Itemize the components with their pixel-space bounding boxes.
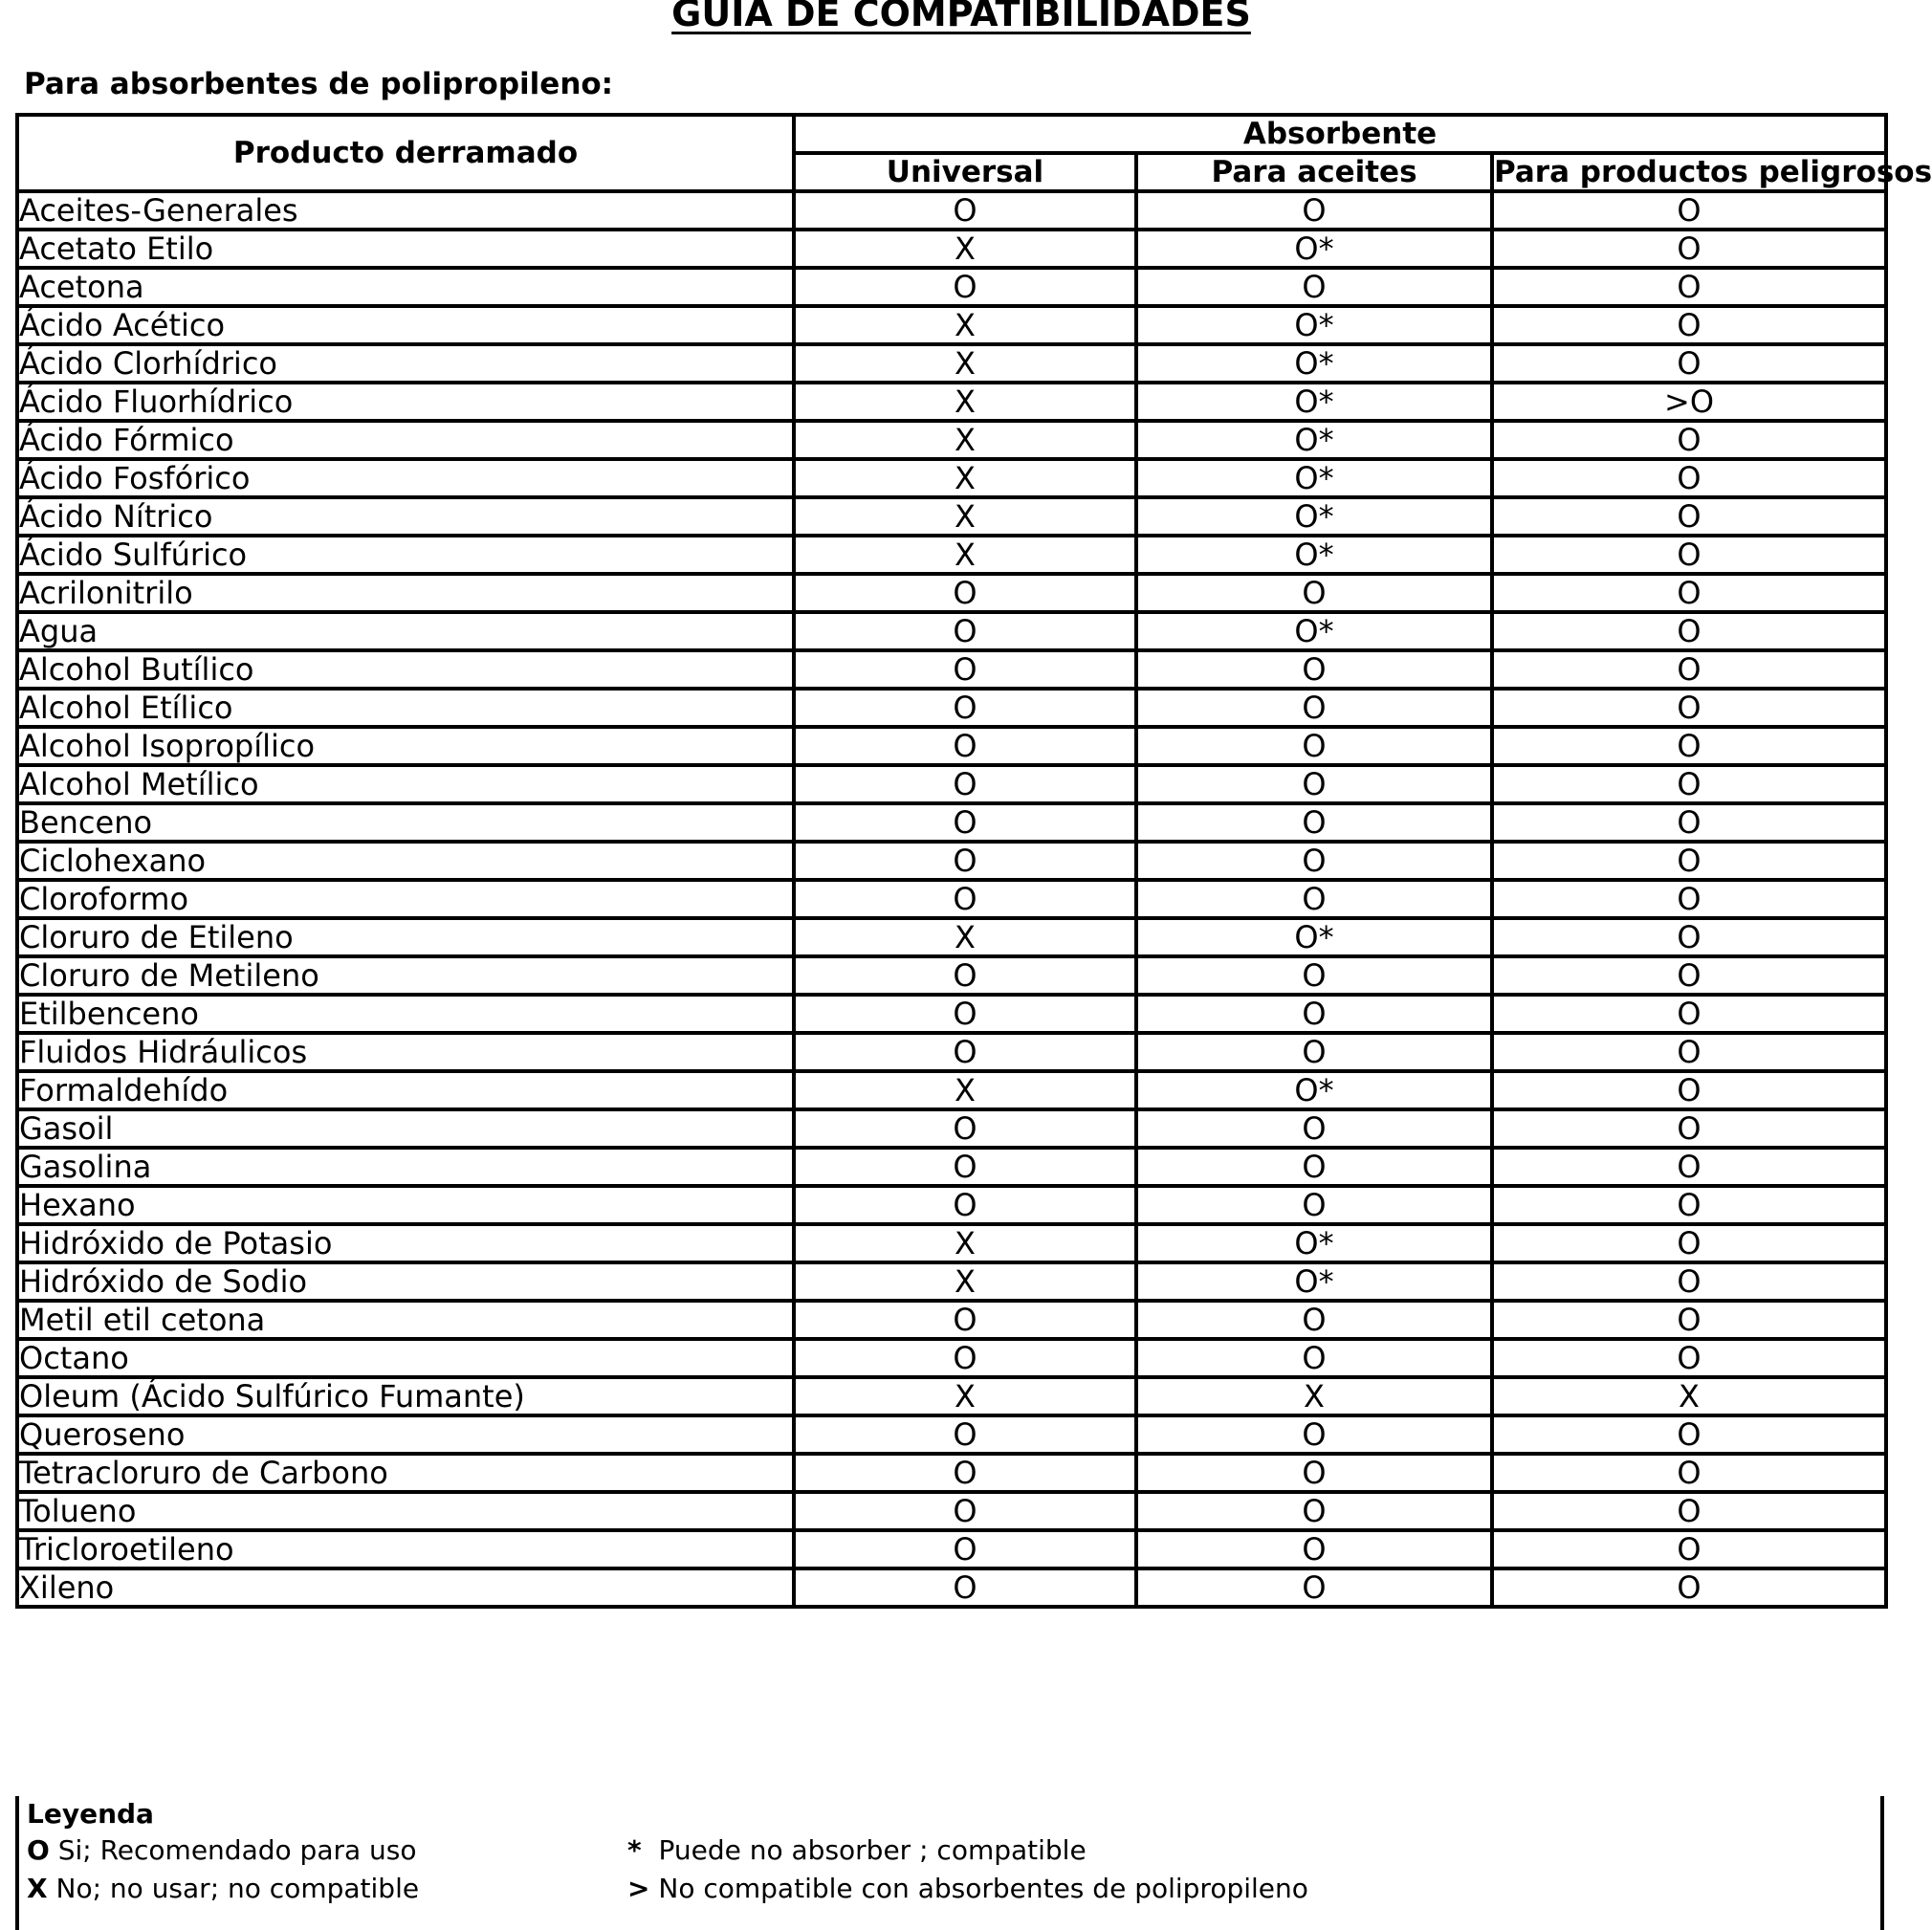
compatibility-cell-universal: O	[794, 268, 1136, 306]
compatibility-cell-peligrosos: O	[1492, 1148, 1886, 1186]
table-row	[17, 383, 1886, 421]
product-name-cell: Hidróxido de Potasio	[17, 1224, 794, 1262]
compatibility-cell-aceites: O	[1136, 1109, 1492, 1148]
compatibility-cell-aceites: O*	[1136, 536, 1492, 574]
legend-symbol-star: *	[627, 1834, 642, 1866]
compatibility-cell-aceites: O*	[1136, 383, 1492, 421]
header-absorbente: Absorbente	[794, 115, 1886, 153]
compatibility-cell-peligrosos: O	[1492, 191, 1886, 230]
compatibility-cell-universal: X	[794, 536, 1136, 574]
product-name-cell: Alcohol Isopropílico	[17, 727, 794, 765]
compatibility-cell-aceites: O*	[1136, 459, 1492, 497]
page-title: GUIA DE COMPATIBILIDADES	[671, 0, 1251, 34]
product-name-cell: Ácido Sulfúrico	[17, 536, 794, 574]
product-name-cell: Acetato Etilo	[17, 230, 794, 268]
compatibility-cell-aceites: O	[1136, 1339, 1492, 1377]
compatibility-cell-peligrosos: O	[1492, 536, 1886, 574]
product-name-cell: Ácido Fórmico	[17, 421, 794, 459]
compatibility-cell-peligrosos: O	[1492, 1071, 1886, 1109]
table-row	[17, 1071, 1886, 1109]
product-name-cell: Acrilonitrilo	[17, 574, 794, 612]
compatibility-cell-universal: X	[794, 918, 1136, 956]
compatibility-cell-universal: X	[794, 421, 1136, 459]
product-name-cell: Queroseno	[17, 1415, 794, 1454]
compatibility-cell-peligrosos: O	[1492, 995, 1886, 1033]
compatibility-cell-aceites: O*	[1136, 612, 1492, 650]
compatibility-cell-aceites: O	[1136, 689, 1492, 727]
compatibility-cell-aceites: O	[1136, 191, 1492, 230]
table-row	[17, 421, 1886, 459]
compatibility-cell-peligrosos: O	[1492, 1224, 1886, 1262]
compatibility-cell-peligrosos: O	[1492, 1186, 1886, 1224]
table-row	[17, 918, 1886, 956]
table-row	[17, 880, 1886, 918]
legend-text-gt: No compatible con absorbentes de polipropileno	[658, 1873, 1308, 1904]
table-row	[17, 803, 1886, 842]
compatibility-cell-aceites: O	[1136, 1454, 1492, 1492]
compatibility-cell-aceites: O	[1136, 1415, 1492, 1454]
product-name-cell: Octano	[17, 1339, 794, 1377]
legend-text-x: No; no usar; no compatible	[55, 1873, 420, 1904]
table-row	[17, 306, 1886, 344]
product-name-cell: Alcohol Etílico	[17, 689, 794, 727]
compatibility-cell-aceites: O	[1136, 1492, 1492, 1530]
table-row	[17, 956, 1886, 995]
compatibility-cell-aceites: O*	[1136, 421, 1492, 459]
compatibility-cell-aceites: O*	[1136, 306, 1492, 344]
legend-text-o: Si; Recomendado para uso	[57, 1834, 417, 1866]
compatibility-cell-universal: O	[794, 650, 1136, 689]
compatibility-cell-peligrosos: O	[1492, 497, 1886, 536]
compatibility-cell-peligrosos: O	[1492, 1415, 1886, 1454]
product-name-cell: Xileno	[17, 1568, 794, 1607]
compatibility-cell-universal: O	[794, 191, 1136, 230]
compatibility-cell-peligrosos: O	[1492, 268, 1886, 306]
table-row	[17, 1262, 1886, 1301]
compatibility-cell-peligrosos: O	[1492, 1301, 1886, 1339]
product-name-cell: Gasolina	[17, 1148, 794, 1186]
compatibility-cell-peligrosos: O	[1492, 803, 1886, 842]
table-row	[17, 1339, 1886, 1377]
compatibility-cell-aceites: O*	[1136, 497, 1492, 536]
product-name-cell: Agua	[17, 612, 794, 650]
product-name-cell: Cloroformo	[17, 880, 794, 918]
compatibility-cell-aceites: O*	[1136, 1224, 1492, 1262]
table-row	[17, 191, 1886, 230]
compatibility-cell-peligrosos: O	[1492, 842, 1886, 880]
compatibility-cell-peligrosos: O	[1492, 1033, 1886, 1071]
compatibility-cell-universal: O	[794, 1530, 1136, 1568]
table-row	[17, 230, 1886, 268]
compatibility-cell-peligrosos: O	[1492, 1530, 1886, 1568]
compatibility-cell-aceites: O	[1136, 842, 1492, 880]
compatibility-cell-peligrosos: O	[1492, 1492, 1886, 1530]
legend-symbol-o: O	[27, 1834, 50, 1866]
table-subtitle: Para absorbentes de polipropileno:	[24, 67, 614, 101]
compatibility-cell-peligrosos: O	[1492, 344, 1886, 383]
product-name-cell: Gasoil	[17, 1109, 794, 1148]
compatibility-cell-aceites: O	[1136, 727, 1492, 765]
table-body	[17, 191, 1886, 1607]
table-row	[17, 574, 1886, 612]
compatibility-cell-universal: O	[794, 1568, 1136, 1607]
product-name-cell: Metil etil cetona	[17, 1301, 794, 1339]
product-name-cell: Alcohol Butílico	[17, 650, 794, 689]
table-row	[17, 459, 1886, 497]
product-name-cell: Hexano	[17, 1186, 794, 1224]
compatibility-cell-aceites: O	[1136, 268, 1492, 306]
product-name-cell: Tricloroetileno	[17, 1530, 794, 1568]
product-name-cell: Ácido Nítrico	[17, 497, 794, 536]
compatibility-cell-peligrosos: O	[1492, 230, 1886, 268]
compatibility-cell-peligrosos: O	[1492, 459, 1886, 497]
compatibility-cell-aceites: O*	[1136, 1262, 1492, 1301]
compatibility-cell-universal: O	[794, 574, 1136, 612]
product-name-cell: Tolueno	[17, 1492, 794, 1530]
product-name-cell: Etilbenceno	[17, 995, 794, 1033]
compatibility-cell-universal: O	[794, 689, 1136, 727]
compatibility-cell-aceites: O*	[1136, 918, 1492, 956]
compatibility-cell-peligrosos: O	[1492, 689, 1886, 727]
compatibility-cell-peligrosos: O	[1492, 765, 1886, 803]
compatibility-cell-universal: X	[794, 1262, 1136, 1301]
header-universal: Universal	[794, 153, 1136, 191]
product-name-cell: Formaldehído	[17, 1071, 794, 1109]
compatibility-cell-universal: O	[794, 956, 1136, 995]
product-name-cell: Tetracloruro de Carbono	[17, 1454, 794, 1492]
compatibility-cell-peligrosos: O	[1492, 1454, 1886, 1492]
compatibility-cell-universal: X	[794, 230, 1136, 268]
header-product: Producto derramado	[17, 115, 794, 191]
table-row	[17, 1377, 1886, 1415]
compatibility-cell-universal: O	[794, 803, 1136, 842]
compatibility-cell-aceites: O	[1136, 1033, 1492, 1071]
compatibility-cell-aceites: O	[1136, 1186, 1492, 1224]
product-name-cell: Cloruro de Etileno	[17, 918, 794, 956]
product-name-cell: Ácido Acético	[17, 306, 794, 344]
legend-item-x	[27, 1873, 419, 1904]
legend-item-gt	[627, 1873, 1308, 1904]
compatibility-cell-universal: O	[794, 727, 1136, 765]
compatibility-cell-universal: O	[794, 995, 1136, 1033]
legend-item-star	[627, 1834, 1087, 1866]
table-row	[17, 1109, 1886, 1148]
compatibility-cell-aceites: O*	[1136, 1071, 1492, 1109]
table-row	[17, 1415, 1886, 1454]
compatibility-cell-peligrosos: O	[1492, 956, 1886, 995]
compatibility-cell-universal: O	[794, 1033, 1136, 1071]
table-row	[17, 765, 1886, 803]
compatibility-cell-aceites: O*	[1136, 344, 1492, 383]
table-row	[17, 1186, 1886, 1224]
compatibility-cell-universal: O	[794, 842, 1136, 880]
compatibility-cell-universal: X	[794, 383, 1136, 421]
legend-symbol-gt: >	[627, 1873, 650, 1904]
header-para-productos-peligrosos: Para productos peligrosos	[1494, 155, 1932, 189]
product-name-cell: Ciclohexano	[17, 842, 794, 880]
table-row	[17, 842, 1886, 880]
compatibility-cell-peligrosos: O	[1492, 727, 1886, 765]
table-row	[17, 1568, 1886, 1607]
compatibility-cell-peligrosos: O	[1492, 918, 1886, 956]
compatibility-cell-universal: O	[794, 1186, 1136, 1224]
header-para-aceites: Para aceites	[1136, 153, 1492, 191]
compatibility-cell-peligrosos: O	[1492, 1568, 1886, 1607]
legend-text-star: Puede no absorber ; compatible	[658, 1834, 1087, 1866]
table-row	[17, 1148, 1886, 1186]
compatibility-cell-universal: O	[794, 1339, 1136, 1377]
table-row	[17, 497, 1886, 536]
table-row	[17, 1530, 1886, 1568]
compatibility-cell-aceites: O	[1136, 1530, 1492, 1568]
compatibility-cell-aceites: O	[1136, 995, 1492, 1033]
compatibility-cell-aceites: O	[1136, 803, 1492, 842]
compatibility-cell-peligrosos: O	[1492, 306, 1886, 344]
product-name-cell: Cloruro de Metileno	[17, 956, 794, 995]
compatibility-cell-aceites: O	[1136, 1301, 1492, 1339]
compatibility-table	[15, 113, 1932, 1609]
product-name-cell: Hidróxido de Sodio	[17, 1262, 794, 1301]
compatibility-cell-universal: X	[794, 1377, 1136, 1415]
compatibility-cell-universal: X	[794, 344, 1136, 383]
product-name-cell: Acetona	[17, 268, 794, 306]
product-name-cell: Ácido Fluorhídrico	[17, 383, 794, 421]
table-row	[17, 536, 1886, 574]
compatibility-cell-aceites: O	[1136, 1148, 1492, 1186]
compatibility-cell-peligrosos: O	[1492, 880, 1886, 918]
compatibility-cell-peligrosos: O	[1492, 1339, 1886, 1377]
product-name-cell: Fluidos Hidráulicos	[17, 1033, 794, 1071]
table-row	[17, 344, 1886, 383]
compatibility-cell-peligrosos: O	[1492, 421, 1886, 459]
compatibility-cell-peligrosos: O	[1492, 1109, 1886, 1148]
table-row	[17, 650, 1886, 689]
table-row	[17, 612, 1886, 650]
product-name-cell: Benceno	[17, 803, 794, 842]
product-name-cell: Ácido Fosfórico	[17, 459, 794, 497]
table-row	[17, 1301, 1886, 1339]
compatibility-cell-peligrosos: O	[1492, 574, 1886, 612]
compatibility-cell-aceites: X	[1136, 1377, 1492, 1415]
compatibility-cell-aceites: O	[1136, 765, 1492, 803]
compatibility-cell-universal: O	[794, 880, 1136, 918]
compatibility-cell-universal: X	[794, 306, 1136, 344]
table-row	[17, 727, 1886, 765]
compatibility-cell-peligrosos: O	[1492, 612, 1886, 650]
legend-title: Leyenda	[27, 1798, 154, 1830]
compatibility-cell-universal: X	[794, 497, 1136, 536]
compatibility-cell-peligrosos: O	[1492, 1262, 1886, 1301]
compatibility-cell-universal: O	[794, 765, 1136, 803]
compatibility-cell-universal: O	[794, 1454, 1136, 1492]
compatibility-cell-universal: O	[794, 1492, 1136, 1530]
compatibility-cell-peligrosos: O	[1492, 650, 1886, 689]
product-name-cell: Aceites-Generales	[17, 191, 794, 230]
compatibility-cell-aceites: O	[1136, 1568, 1492, 1607]
compatibility-cell-universal: O	[794, 1109, 1136, 1148]
legend-item-o	[27, 1834, 417, 1866]
table-row	[17, 268, 1886, 306]
compatibility-cell-universal: X	[794, 1071, 1136, 1109]
compatibility-cell-aceites: O	[1136, 574, 1492, 612]
compatibility-cell-universal: O	[794, 612, 1136, 650]
table-row	[17, 1454, 1886, 1492]
table-row	[17, 1033, 1886, 1071]
compatibility-cell-peligrosos: >O	[1492, 383, 1886, 421]
compatibility-cell-universal: X	[794, 1224, 1136, 1262]
compatibility-cell-peligrosos: X	[1492, 1377, 1886, 1415]
compatibility-cell-universal: O	[794, 1301, 1136, 1339]
table-row	[17, 1492, 1886, 1530]
legend-symbol-x: X	[27, 1873, 48, 1904]
compatibility-cell-aceites: O	[1136, 650, 1492, 689]
product-name-cell: Oleum (Ácido Sulfúrico Fumante)	[17, 1377, 794, 1415]
compatibility-cell-universal: O	[794, 1415, 1136, 1454]
product-name-cell: Ácido Clorhídrico	[17, 344, 794, 383]
table-row	[17, 689, 1886, 727]
compatibility-cell-aceites: O*	[1136, 230, 1492, 268]
compatibility-cell-aceites: O	[1136, 956, 1492, 995]
table-row	[17, 1224, 1886, 1262]
compatibility-cell-universal: O	[794, 1148, 1136, 1186]
table-row	[17, 995, 1886, 1033]
compatibility-cell-aceites: O	[1136, 880, 1492, 918]
compatibility-cell-universal: X	[794, 459, 1136, 497]
legend	[15, 1796, 1884, 1930]
product-name-cell: Alcohol Metílico	[17, 765, 794, 803]
